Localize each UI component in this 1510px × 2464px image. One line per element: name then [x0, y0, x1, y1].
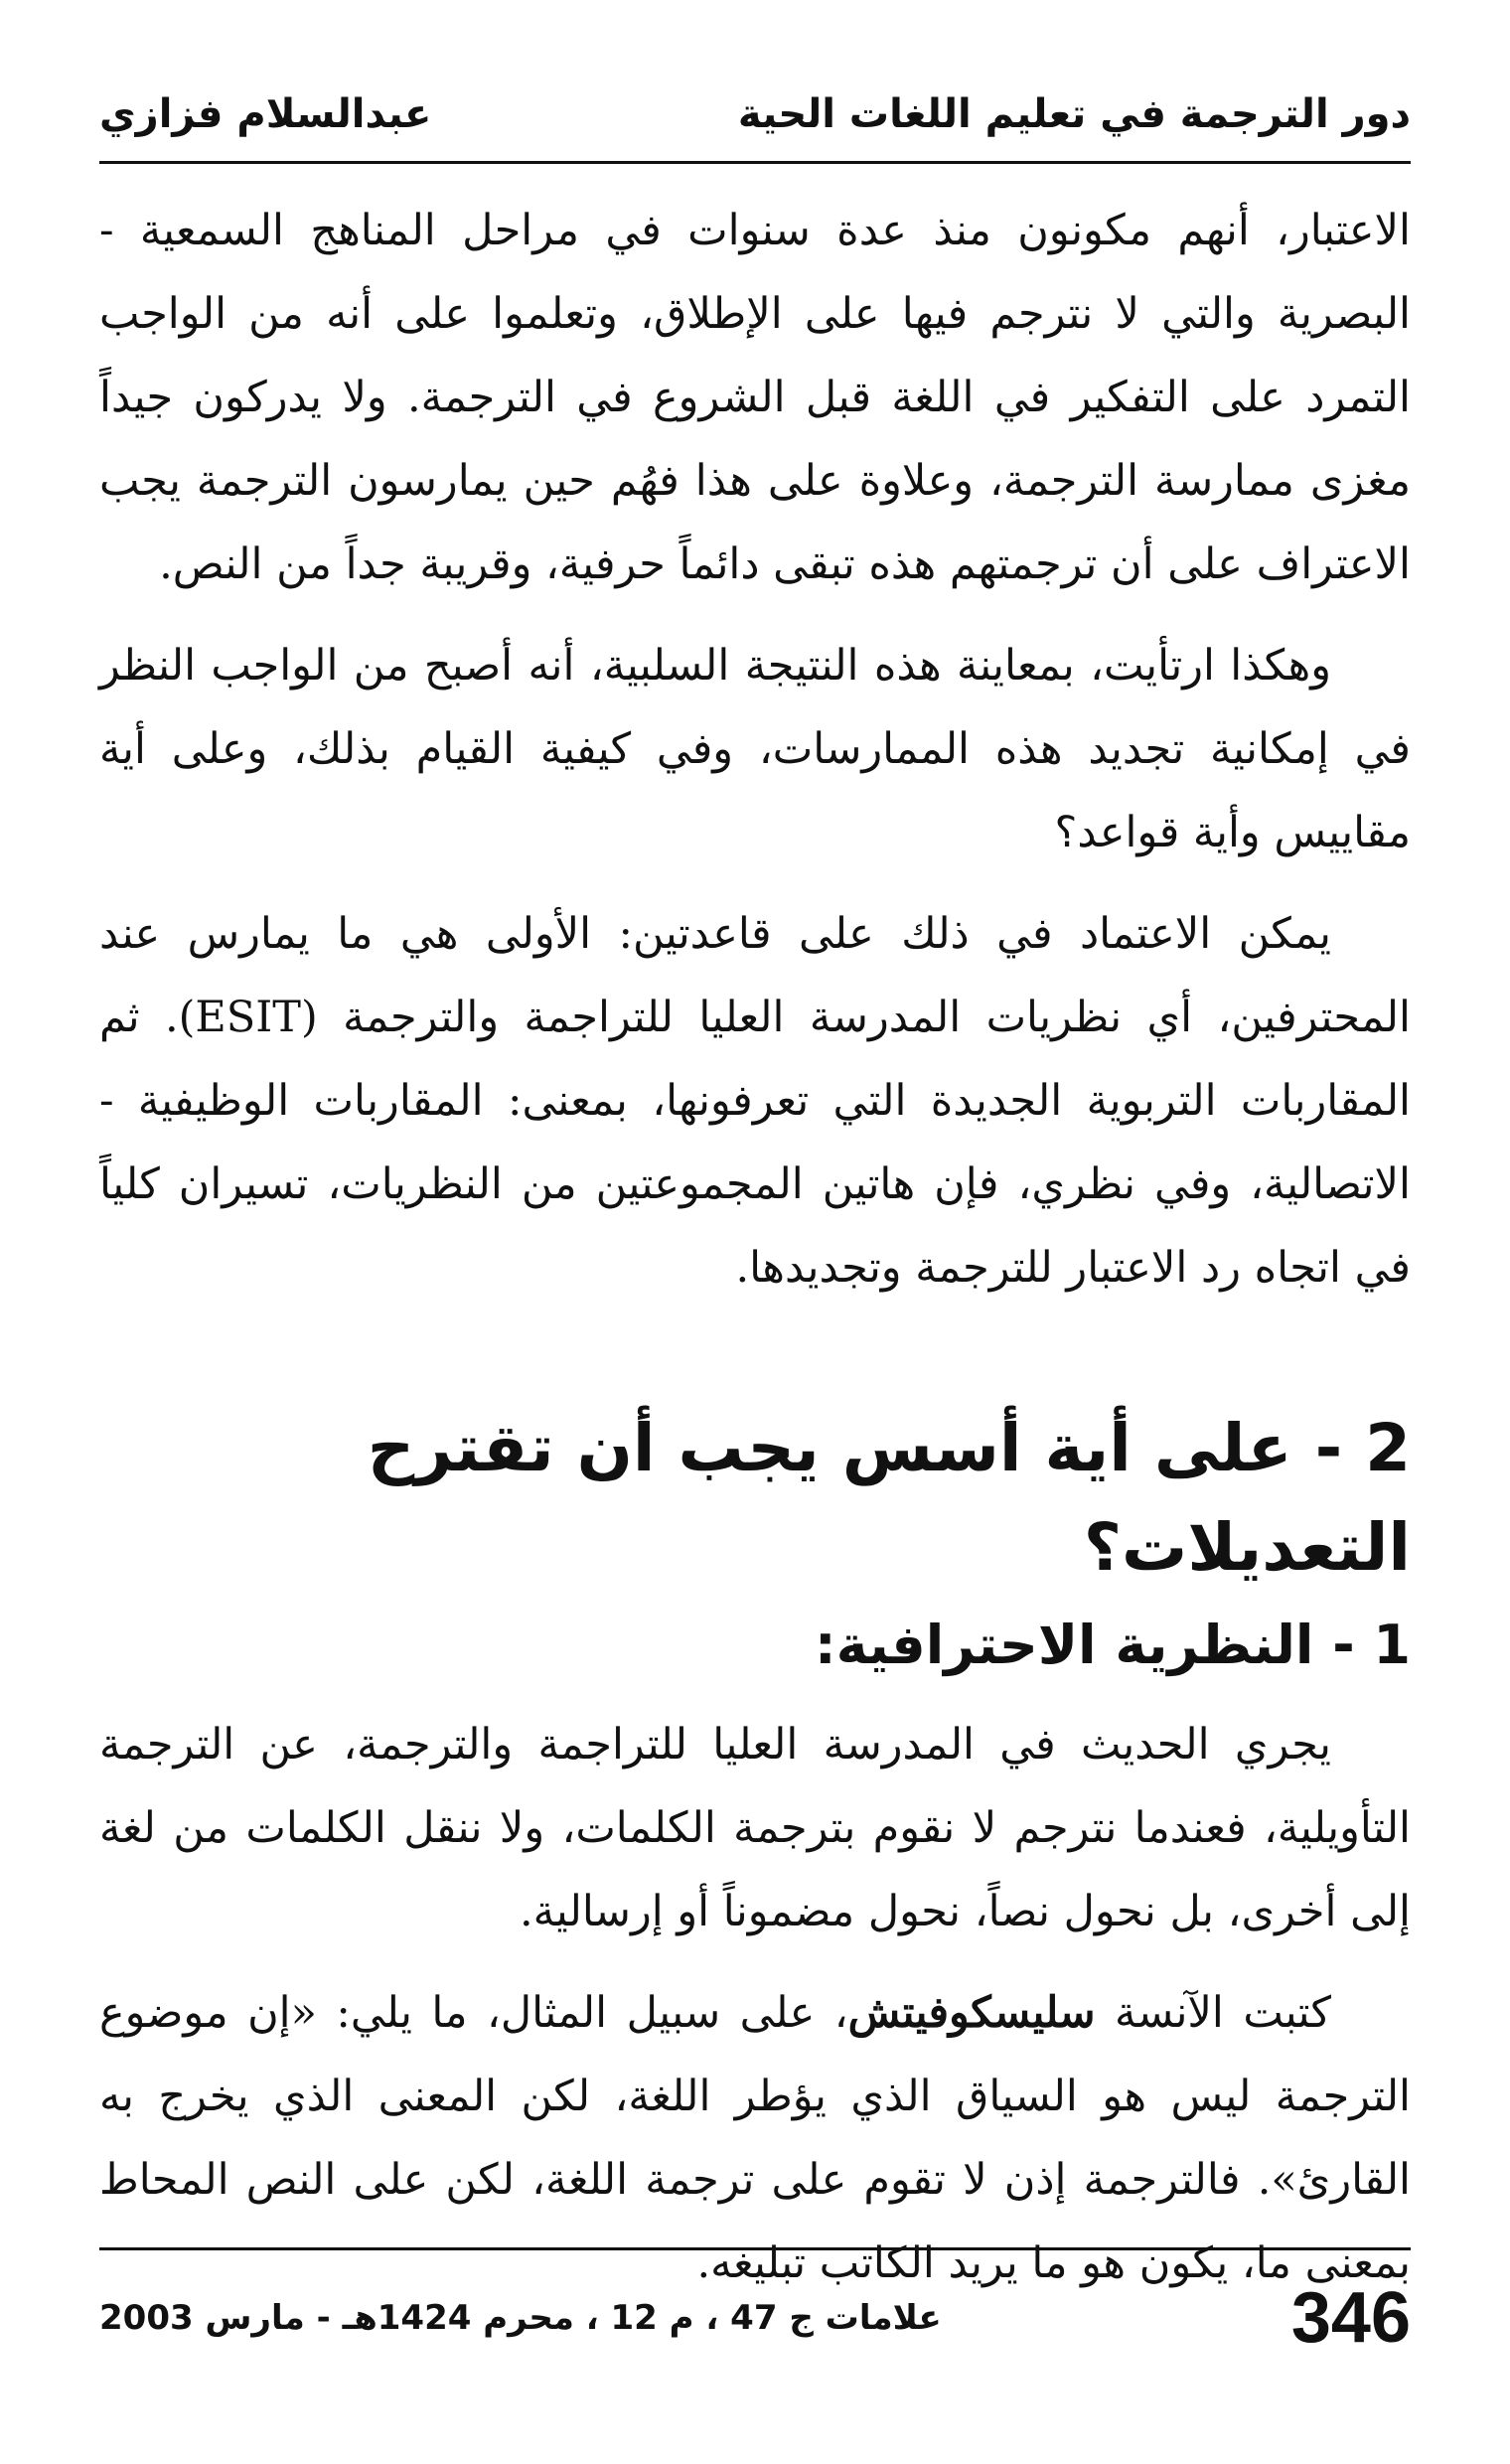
paragraph-2: وهكذا ارتأيت، بمعاينة هذه النتيجة السلبية، أنه أصبح من الواجب النظر في إمكانية تجديد هذه الممارسات، وفي كيفية القيام بذلك، وعلى أية مقاييس وأية قواعد؟ — [99, 641, 1411, 857]
paragraph-5 — [99, 1971, 1411, 2305]
paragraph-4: يجري الحديث في المدرسة العليا للتراجمة والترجمة، عن الترجمة التأويلية، فعندما نترجم لا نقوم بترجمة الكلمات، ولا ننقل الكلمات من لغة إلى أخرى، بل نحول نصاً، نحول مضموناً أو إرسالية. — [99, 1720, 1411, 1936]
header-divider — [99, 161, 1411, 164]
journal-info: علامات ج 47 ، م 12 ، محرم 1424هـ - مارس 2003 — [99, 2298, 942, 2338]
footer-divider — [99, 2247, 1411, 2250]
body-text — [99, 189, 1411, 2323]
subsection-heading: 1 - النظرية الاحترافية: — [815, 1614, 1411, 1676]
header-author: عبدالسلام فزازي — [99, 91, 432, 137]
header-title: دور الترجمة في تعليم اللغات الحية — [737, 91, 1411, 137]
author-name-emphasis: سليسكوفيتش — [847, 1988, 1096, 2038]
page-number: 346 — [1290, 2278, 1411, 2358]
paragraph-3: يمكن الاعتماد في ذلك على قاعدتين: الأولى هي ما يمارس عند المحترفين، أي نظريات المدرسة العليا للتراجمة والترجمة (ESIT). ثم المقاربات التربوية الجديدة التي تعرفونها، بمعنى: المقاربات الوظيفية - الاتصالية، وفي نظري، فإن هاتين المجموعتين من النظريات، تسيران كلياً في اتجاه رد الاعتبار للترجمة وتجديدها. — [99, 909, 1411, 1293]
running-header — [99, 79, 1411, 149]
paragraph-1: الاعتبار، أنهم مكونون منذ عدة سنوات في مراحل المناهج السمعية - البصرية والتي لا نترجم فيها على الإطلاق، وتعلموا على أنه من الواجب التمرد على التفكير في اللغة قبل الشروع في الترجمة. ولا يدركون جيداً مغزى ممارسة الترجمة، وعلاوة على هذا فهُم حين يمارسون الترجمة يجب الاعتراف على أن ترجمتهم هذه تبقى دائماً حرفية، وقريبة جداً من النص. — [99, 206, 1411, 589]
paragraph-5-rest: ، على سبيل المثال، ما يلي: «إن موضوع الترجمة ليس هو السياق الذي يؤطر اللغة، لكن المعنى الذي يخرج به القارئ». فالترجمة إذن لا تقوم على ترجمة اللغة، لكن على النص المحاط بمعنى ما، يكون هو ما يريد الكاتب تبليغه. — [99, 1988, 1411, 2288]
document-page — [99, 60, 1411, 2404]
page-footer — [99, 2263, 1411, 2373]
paragraph-5-start: كتبت الآنسة — [1095, 1988, 1331, 2038]
section-heading: 2 - على أية أسس يجب أن تقترح التعديلات؟ — [367, 1410, 1411, 1586]
